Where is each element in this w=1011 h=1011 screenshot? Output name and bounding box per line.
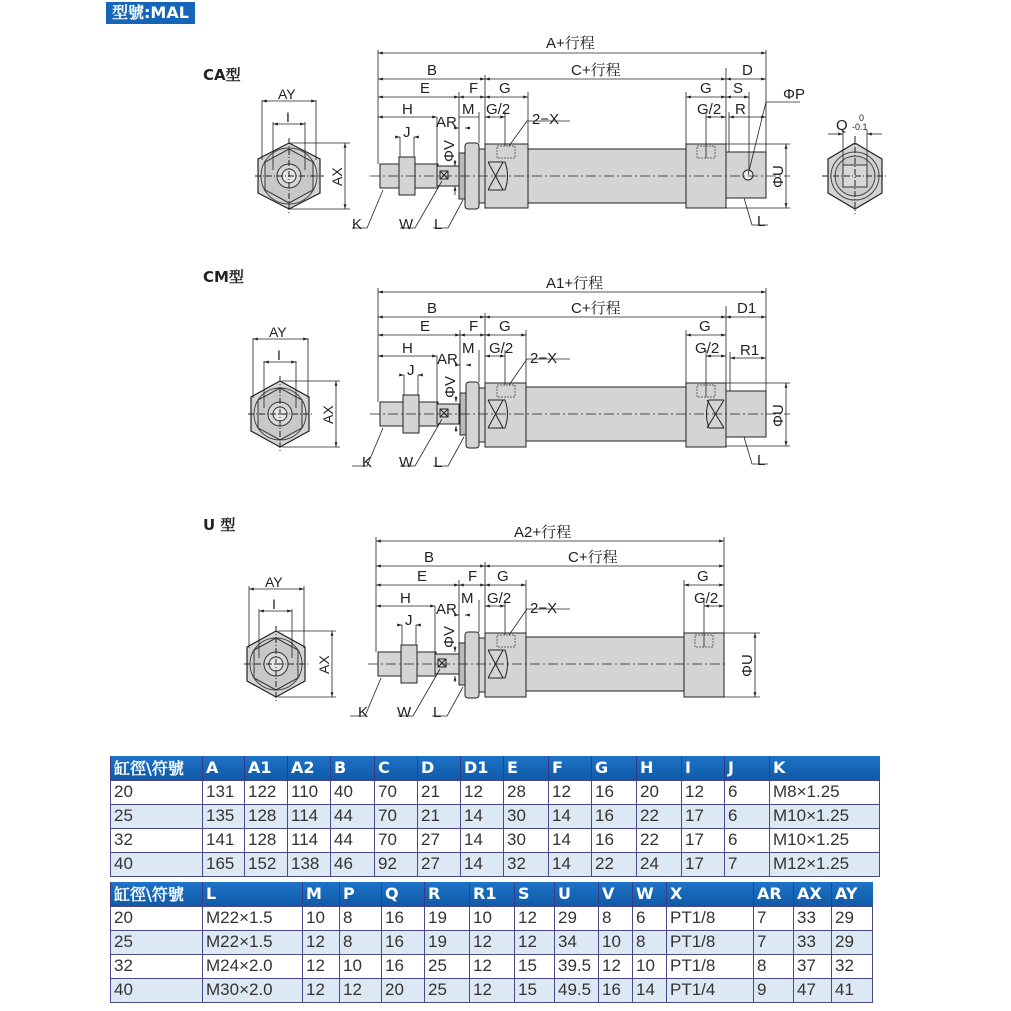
table-cell: 40 (111, 852, 203, 876)
table-cell: 25 (425, 978, 470, 1002)
svg-text:ΦU: ΦU (770, 404, 787, 427)
svg-text:AR: AR (437, 351, 458, 368)
ca-side-view (370, 143, 790, 209)
table-cell: 24 (637, 852, 682, 876)
svg-text:2−X: 2−X (530, 600, 558, 617)
table-cell: 110 (288, 780, 331, 804)
table-cell: 27 (418, 852, 461, 876)
table-cell: 19 (425, 906, 470, 930)
table-header-cell: G (592, 756, 637, 780)
table-header-cell: X (667, 882, 754, 906)
table-header-cell: E (504, 756, 549, 780)
svg-text:K: K (358, 704, 369, 721)
svg-text:G/2: G/2 (694, 590, 719, 607)
table-cell: 30 (504, 828, 549, 852)
table-header-cell: U (555, 882, 599, 906)
spec-table-1 (110, 756, 880, 877)
table-cell: 27 (418, 828, 461, 852)
table-cell: 40 (111, 978, 203, 1002)
svg-text:L: L (434, 454, 443, 471)
table-cell: 6 (725, 804, 770, 828)
ca-drawing (255, 35, 888, 233)
table-row (111, 804, 880, 828)
cm-dim-ay: AY (269, 324, 287, 340)
table-cell: 16 (599, 978, 633, 1002)
svg-text:R1: R1 (740, 342, 760, 359)
svg-text:F: F (469, 80, 479, 97)
table-cell: PT1/8 (667, 930, 754, 954)
ca-dim-ay: AY (278, 86, 296, 102)
table-cell: 12 (515, 906, 555, 930)
table-cell: 12 (303, 930, 340, 954)
table-cell: PT1/8 (667, 954, 754, 978)
table-cell: M10×1.25 (770, 804, 880, 828)
ca-rear-end-view (822, 113, 888, 214)
svg-text:2−X: 2−X (532, 111, 560, 128)
model-label: 型號:MAL (106, 2, 195, 24)
table-cell: M12×1.25 (770, 852, 880, 876)
table-cell: 25 (425, 954, 470, 978)
table-header-cell: 缸徑\符號 (111, 756, 203, 780)
table-cell: 14 (461, 828, 504, 852)
table-header-cell: J (725, 756, 770, 780)
svg-text:M: M (462, 340, 475, 357)
table-cell: 8 (633, 930, 667, 954)
cm-end-view (248, 324, 340, 452)
table-cell: 22 (592, 852, 637, 876)
svg-text:D: D (742, 62, 753, 79)
table-cell: 12 (340, 978, 382, 1002)
table-row (111, 828, 880, 852)
table-cell: 20 (637, 780, 682, 804)
svg-text:G/2: G/2 (486, 101, 511, 118)
table-header-cell: AR (754, 882, 794, 906)
table-header-cell: M (303, 882, 340, 906)
svg-text:ΦP: ΦP (783, 86, 805, 103)
table-cell: 16 (592, 828, 637, 852)
table-cell: M10×1.25 (770, 828, 880, 852)
table-cell: 92 (375, 852, 418, 876)
table-cell: 12 (515, 930, 555, 954)
svg-text:H: H (402, 340, 413, 357)
table-cell: 30 (504, 804, 549, 828)
svg-text:A1+行程: A1+行程 (546, 275, 604, 292)
table-cell: 128 (245, 804, 288, 828)
svg-text:G/2: G/2 (489, 340, 514, 357)
table-cell: 25 (111, 804, 203, 828)
table-cell: M8×1.25 (770, 780, 880, 804)
table-cell: 152 (245, 852, 288, 876)
table-cell: 165 (203, 852, 245, 876)
table-cell: 16 (592, 780, 637, 804)
svg-text:G: G (697, 568, 709, 585)
table-cell: M24×2.0 (203, 954, 303, 978)
table-cell: 14 (549, 828, 592, 852)
table-row (111, 930, 873, 954)
table-cell: 32 (504, 852, 549, 876)
table-cell: 16 (592, 804, 637, 828)
table-cell: 12 (470, 954, 515, 978)
table-cell: 8 (599, 906, 633, 930)
table-cell: 14 (461, 852, 504, 876)
table-cell: 12 (470, 930, 515, 954)
table-cell: 114 (288, 804, 331, 828)
u-dim-ay: AY (265, 574, 283, 590)
table-cell: 16 (382, 930, 425, 954)
table-row (111, 780, 880, 804)
svg-text:J: J (405, 612, 413, 629)
table-cell: 131 (203, 780, 245, 804)
svg-text:G: G (699, 318, 711, 335)
table-cell: 33 (794, 930, 832, 954)
table-cell: 10 (599, 930, 633, 954)
table-cell: 21 (418, 780, 461, 804)
svg-text:F: F (469, 318, 479, 335)
table-cell: 22 (637, 828, 682, 852)
svg-text:AR: AR (436, 114, 457, 131)
table-header-cell: F (549, 756, 592, 780)
table-cell: 70 (375, 804, 418, 828)
svg-text:H: H (400, 590, 411, 607)
table-cell: 70 (375, 828, 418, 852)
table-header-cell: B (331, 756, 375, 780)
table-header-cell: A2 (288, 756, 331, 780)
table-cell: 12 (303, 978, 340, 1002)
table-header-row (111, 882, 873, 906)
table-row (111, 852, 880, 876)
svg-text:G: G (499, 80, 511, 97)
svg-text:C+行程: C+行程 (568, 549, 618, 566)
table-cell: 15 (515, 978, 555, 1002)
svg-text:B: B (424, 549, 435, 566)
table-cell: 70 (375, 780, 418, 804)
table-header-cell: S (515, 882, 555, 906)
table-cell: 128 (245, 828, 288, 852)
table-cell: 6 (725, 780, 770, 804)
table-cell: 17 (682, 804, 725, 828)
cm-drawing (248, 275, 790, 471)
svg-text:S: S (733, 80, 744, 97)
table-header-cell: A1 (245, 756, 288, 780)
table-header-cell: AY (832, 882, 873, 906)
table-cell: 8 (340, 906, 382, 930)
table-cell: 39.5 (555, 954, 599, 978)
table-cell: 41 (832, 978, 873, 1002)
svg-text:E: E (417, 568, 428, 585)
table-cell: 8 (754, 954, 794, 978)
ca-dim-q-tol-upper: 0 (859, 113, 865, 123)
table-cell: 33 (794, 906, 832, 930)
table-header-row (111, 756, 880, 780)
table-row (111, 906, 873, 930)
table-header-cell: A (203, 756, 245, 780)
variant-label-cm: CM型 (203, 268, 244, 286)
table-cell: 7 (725, 852, 770, 876)
table-cell: PT1/8 (667, 906, 754, 930)
table-cell: 7 (754, 930, 794, 954)
table-cell: 49.5 (555, 978, 599, 1002)
svg-text:2−X: 2−X (530, 350, 558, 367)
table-header-cell: 缸徑\符號 (111, 882, 203, 906)
table-cell: 14 (461, 804, 504, 828)
svg-text:A2+行程: A2+行程 (514, 524, 572, 541)
table-cell: 8 (340, 930, 382, 954)
table-cell: 12 (470, 978, 515, 1002)
svg-text:B: B (427, 300, 438, 317)
ca-dim-ax: AX (329, 167, 345, 186)
table-cell: 44 (331, 804, 375, 828)
table-cell: 10 (633, 954, 667, 978)
svg-text:L: L (757, 452, 766, 469)
table-row (111, 954, 873, 978)
table-header-cell: D1 (461, 756, 504, 780)
svg-text:W: W (399, 454, 414, 471)
table-cell: 9 (754, 978, 794, 1002)
table-cell: 12 (461, 780, 504, 804)
table-cell: 16 (382, 954, 425, 978)
table-cell: 12 (682, 780, 725, 804)
svg-text:H: H (402, 101, 413, 118)
table-cell: 37 (794, 954, 832, 978)
cm-side-view (370, 382, 790, 448)
table-cell: 20 (111, 780, 203, 804)
table-header-cell: D (418, 756, 461, 780)
table-cell: 122 (245, 780, 288, 804)
svg-text:J: J (403, 124, 411, 141)
table-cell: 12 (303, 954, 340, 978)
table-cell: 21 (418, 804, 461, 828)
u-drawing (244, 524, 760, 721)
variant-label-u: U 型 (203, 516, 236, 534)
table-cell: 17 (682, 852, 725, 876)
ca-dim-q-tol-lower: -0.1 (852, 122, 868, 132)
table-cell: 32 (111, 954, 203, 978)
table-cell: 44 (331, 828, 375, 852)
svg-text:D1: D1 (737, 300, 757, 317)
svg-text:G: G (499, 318, 511, 335)
table-cell: 20 (111, 906, 203, 930)
svg-text:L: L (757, 213, 766, 230)
svg-text:G: G (497, 568, 509, 585)
table-cell: 15 (515, 954, 555, 978)
svg-text:G/2: G/2 (695, 340, 720, 357)
table-header-cell: V (599, 882, 633, 906)
table-cell: M30×2.0 (203, 978, 303, 1002)
table-cell: PT1/4 (667, 978, 754, 1002)
svg-text:K: K (362, 454, 373, 471)
table-cell: 32 (832, 954, 873, 978)
table-header-cell: K (770, 756, 880, 780)
table-cell: 10 (470, 906, 515, 930)
u-end-view (244, 574, 336, 702)
u-dim-i: I (272, 596, 276, 612)
table-cell: 141 (203, 828, 245, 852)
table-header-cell: AX (794, 882, 832, 906)
svg-text:M: M (461, 590, 474, 607)
table-cell: 14 (549, 804, 592, 828)
table-cell: 34 (555, 930, 599, 954)
table-cell: 16 (382, 906, 425, 930)
svg-text:E: E (420, 318, 431, 335)
svg-text:J: J (407, 362, 415, 379)
table-cell: 10 (303, 906, 340, 930)
table-cell: 135 (203, 804, 245, 828)
table-cell: 47 (794, 978, 832, 1002)
svg-text:W: W (397, 704, 412, 721)
svg-text:L: L (434, 216, 443, 233)
svg-text:C+行程: C+行程 (571, 62, 621, 79)
table-cell: 114 (288, 828, 331, 852)
table-cell: 12 (599, 954, 633, 978)
table-header-cell: C (375, 756, 418, 780)
table-cell: 14 (633, 978, 667, 1002)
svg-text:W: W (399, 216, 414, 233)
table-cell: 29 (832, 906, 873, 930)
svg-text:C+行程: C+行程 (571, 300, 621, 317)
svg-text:L: L (433, 704, 442, 721)
table-cell: M22×1.5 (203, 930, 303, 954)
svg-text:ΦU: ΦU (739, 654, 756, 677)
table-cell: 138 (288, 852, 331, 876)
variant-label-ca: CA型 (203, 66, 241, 84)
table-cell: 29 (832, 930, 873, 954)
svg-text:ΦV: ΦV (441, 626, 458, 648)
table-cell: 10 (340, 954, 382, 978)
table-cell: 46 (331, 852, 375, 876)
table-cell: 12 (549, 780, 592, 804)
table-header-cell: R1 (470, 882, 515, 906)
svg-text:A+行程: A+行程 (546, 35, 595, 52)
cm-dim-ax: AX (320, 405, 336, 424)
svg-text:G: G (700, 80, 712, 97)
cm-dim-i: I (277, 347, 281, 363)
table-cell: 28 (504, 780, 549, 804)
u-dim-ax: AX (316, 655, 332, 674)
table-cell: 19 (425, 930, 470, 954)
svg-text:B: B (427, 62, 438, 79)
table-header-cell: P (340, 882, 382, 906)
svg-text:E: E (420, 80, 431, 97)
table-cell: 7 (754, 906, 794, 930)
svg-text:ΦU: ΦU (770, 165, 787, 188)
svg-text:ΦV: ΦV (442, 376, 459, 398)
svg-text:M: M (462, 101, 475, 118)
table-cell: 40 (331, 780, 375, 804)
table-header-cell: Q (382, 882, 425, 906)
svg-text:G/2: G/2 (487, 590, 512, 607)
table-cell: 22 (637, 804, 682, 828)
table-cell: 6 (633, 906, 667, 930)
table-cell: 6 (725, 828, 770, 852)
svg-text:AR: AR (436, 601, 457, 618)
svg-text:R: R (735, 101, 746, 118)
table-cell: 17 (682, 828, 725, 852)
table-header-cell: R (425, 882, 470, 906)
table-header-cell: L (203, 882, 303, 906)
table-header-cell: H (637, 756, 682, 780)
u-side-view (368, 632, 728, 698)
table-header-cell: I (682, 756, 725, 780)
ca-dim-i: I (286, 109, 290, 125)
table-cell: 14 (549, 852, 592, 876)
ca-end-view (255, 86, 350, 214)
table-cell: 25 (111, 930, 203, 954)
table-cell: M22×1.5 (203, 906, 303, 930)
table-cell: 20 (382, 978, 425, 1002)
ca-dim-q: Q (836, 117, 848, 134)
table-header-cell: W (633, 882, 667, 906)
table-row (111, 978, 873, 1002)
table-cell: 32 (111, 828, 203, 852)
svg-text:G/2: G/2 (697, 101, 722, 118)
table-cell: 29 (555, 906, 599, 930)
svg-text:F: F (468, 568, 478, 585)
spec-table-2 (110, 882, 873, 1003)
svg-text:ΦV: ΦV (441, 140, 458, 162)
svg-text:K: K (352, 216, 363, 233)
